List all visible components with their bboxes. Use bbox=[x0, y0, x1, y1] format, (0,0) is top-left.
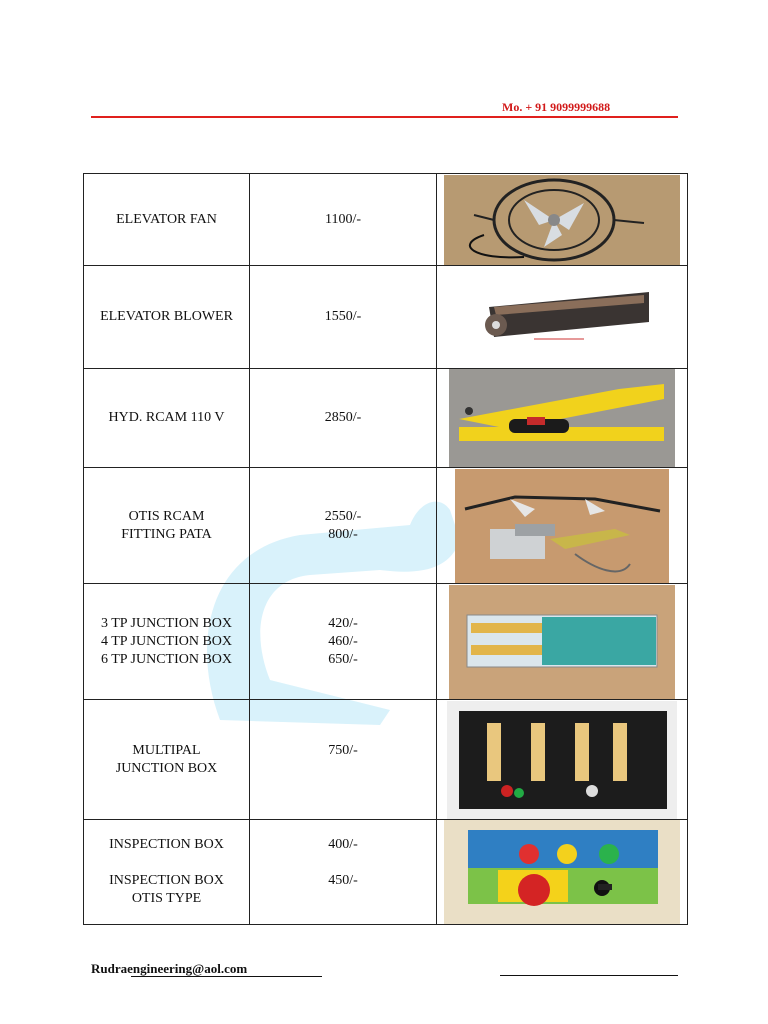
product-image-cell bbox=[437, 468, 688, 584]
product-image-cell bbox=[437, 584, 688, 700]
product-price: 450/- bbox=[328, 873, 358, 888]
product-price: 1550/- bbox=[324, 309, 362, 324]
table-row bbox=[84, 700, 688, 820]
product-name-cell bbox=[84, 820, 250, 925]
product-name: ELEVATOR BLOWER bbox=[100, 309, 233, 324]
product-price-cell bbox=[250, 369, 437, 468]
product-price-cell bbox=[250, 468, 437, 584]
table-row bbox=[84, 584, 688, 700]
otis-rcam-image bbox=[455, 469, 669, 583]
product-image-cell bbox=[437, 369, 688, 468]
table-row bbox=[84, 369, 688, 468]
table-row bbox=[84, 174, 688, 266]
product-price-cell bbox=[250, 266, 437, 369]
elevator-blower-image bbox=[444, 267, 680, 367]
product-name: 4 TP JUNCTION BOX bbox=[100, 633, 233, 649]
product-name-cell bbox=[84, 174, 250, 266]
product-image-cell bbox=[437, 820, 688, 925]
footer-email: Rudraengineering@aol.com bbox=[91, 961, 248, 976]
product-name: JUNCTION BOX bbox=[115, 760, 218, 776]
product-name: HYD. RCAM 110 V bbox=[108, 410, 225, 425]
product-image-cell bbox=[437, 266, 688, 369]
product-price: 420/- bbox=[328, 615, 358, 631]
product-image-cell bbox=[437, 174, 688, 266]
product-price: 460/- bbox=[328, 633, 358, 649]
product-name: MULTIPAL bbox=[132, 742, 201, 758]
footer-underline-left bbox=[131, 976, 322, 977]
multipal-junction-box-image bbox=[447, 701, 677, 819]
product-name: 3 TP JUNCTION BOX bbox=[100, 615, 233, 631]
product-price: 1100/- bbox=[324, 211, 362, 227]
hyd-rcam-image bbox=[449, 369, 675, 467]
table-row bbox=[84, 266, 688, 369]
price-table bbox=[83, 173, 688, 925]
product-price-cell bbox=[250, 820, 437, 925]
product-name: INSPECTION BOX bbox=[109, 873, 224, 888]
footer-underline-right bbox=[500, 975, 678, 976]
product-price-spacer bbox=[250, 854, 436, 872]
product-price-cell bbox=[250, 584, 437, 700]
product-name-cell bbox=[84, 468, 250, 584]
table-row bbox=[84, 820, 688, 925]
product-image-cell bbox=[437, 700, 688, 820]
product-price: 800/- bbox=[328, 526, 358, 542]
product-name-cell bbox=[84, 584, 250, 700]
product-price: 650/- bbox=[328, 651, 358, 667]
product-price-cell bbox=[250, 174, 437, 266]
product-name-cell bbox=[84, 700, 250, 820]
product-price: 2550/- bbox=[324, 508, 362, 524]
product-price: 2850/- bbox=[324, 410, 362, 425]
product-name-spacer bbox=[84, 854, 249, 872]
product-name: ELEVATOR FAN bbox=[116, 211, 217, 227]
header-divider bbox=[91, 116, 678, 118]
table-row bbox=[84, 468, 688, 584]
product-name: 6 TP JUNCTION BOX bbox=[100, 651, 233, 667]
product-name-cell bbox=[84, 369, 250, 468]
product-price-cell bbox=[250, 700, 437, 820]
product-name: OTIS RCAM bbox=[128, 508, 205, 524]
product-name: OTIS TYPE bbox=[131, 891, 202, 906]
product-price: 750/- bbox=[328, 742, 358, 758]
inspection-box-image bbox=[444, 820, 680, 924]
elevator-fan-image bbox=[444, 175, 680, 265]
header-phone: Mo. + 91 9099999688 bbox=[502, 100, 611, 114]
junction-box-image bbox=[449, 585, 675, 699]
product-name: INSPECTION BOX bbox=[109, 837, 224, 852]
product-price: 400/- bbox=[328, 837, 358, 852]
product-name: FITTING PATA bbox=[121, 526, 212, 542]
product-name-cell bbox=[84, 266, 250, 369]
